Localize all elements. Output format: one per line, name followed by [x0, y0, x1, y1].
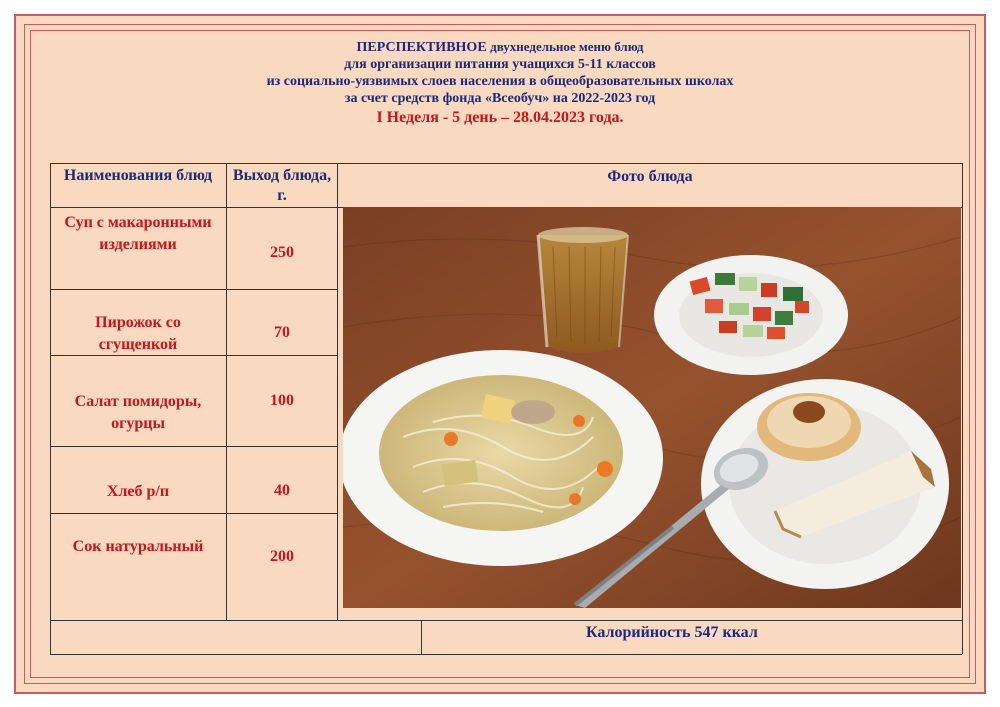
dish-quantity: 40	[274, 482, 290, 499]
dish-quantity: 70	[274, 324, 290, 341]
table-border-right	[962, 163, 963, 654]
table-border-top	[50, 163, 962, 164]
header-line-1	[0, 38, 1000, 56]
juice-glass	[538, 227, 628, 353]
week-day-date: I Неделя - 5 день – 28.04.2023 года.	[376, 109, 624, 126]
table-footer-divider	[50, 620, 962, 621]
header-title-word: ПЕРСПЕКТИВНОЕ	[356, 40, 487, 55]
column-divider	[337, 163, 338, 620]
dish-name: Пирожок со сгущенкой	[95, 314, 181, 353]
column-header-quantity: Выход блюда, г.	[232, 167, 332, 204]
table-border-left	[50, 163, 51, 654]
row-divider	[50, 513, 337, 514]
header-title-rest: двухнедельное меню блюд	[490, 39, 644, 54]
header-line-4: за счет средств фонда «Всеобуч» на 2022-2023 год	[344, 91, 656, 106]
soup-bowl	[343, 350, 663, 566]
dish-name: Хлеб р/п	[106, 483, 170, 500]
dish-name: Сок натуральный	[72, 538, 204, 555]
column-header-photo: Фото блюда	[607, 168, 693, 185]
row-divider	[50, 446, 337, 447]
footer-divider	[421, 620, 422, 654]
column-header-dish: Наименования блюд	[63, 167, 213, 184]
salad-plate	[654, 255, 848, 375]
table-border-bottom	[50, 654, 962, 655]
dish-name: Салат помидоры, огурцы	[74, 393, 202, 432]
meal-photo	[343, 207, 961, 608]
calories-total: Калорийность 547 ккал	[586, 624, 758, 641]
row-divider	[50, 289, 337, 290]
dish-quantity: 100	[270, 392, 294, 409]
column-divider	[226, 163, 227, 620]
header-line-2: для организации питания учащихся 5-11 классов	[344, 57, 656, 72]
dish-name: Суп с макаронными изделиями	[64, 214, 212, 253]
header-line-3: из социально-уязвимых слоев населения в общеобразовательных школах	[266, 74, 734, 89]
dish-quantity: 200	[270, 548, 294, 565]
document-header	[0, 38, 1000, 126]
dish-quantity: 250	[270, 244, 294, 261]
